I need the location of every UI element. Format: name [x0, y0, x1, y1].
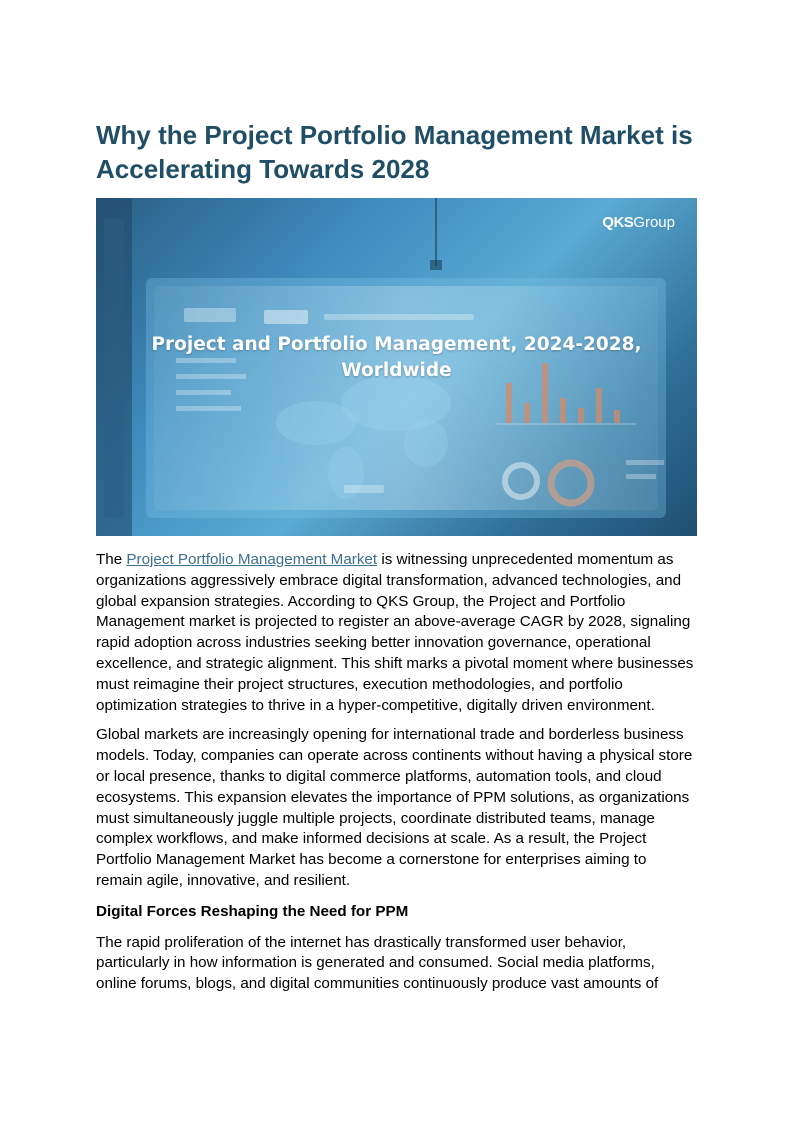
ppm-market-link[interactable]: Project Portfolio Management Market: [126, 551, 378, 568]
global-markets-paragraph: Global markets are increasingly opening for international trade and borderless business models. Today, companies can operate across continents without having a physical store or local presence, thanks to digital commerce platforms, automation tools, and cloud ecosystems. This expansion elevates the importance of PPM solutions, as organizations must simultaneously juggle multiple projects, coordinate distributed teams, manage complex workflows, and make informed decisions at scale. As a result, the Project Portfolio Management Market has become a cornerstone for enterprises aiming to remain agile, innovative, and resilient.: [96, 726, 693, 889]
digital-forces-paragraph: The rapid proliferation of the internet has drastically transformed user behavior, particularly in how information is generated and consumed. Social media platforms, online forums, blogs, and digital communities continuously produce vast amounts of: [96, 933, 659, 993]
hero-banner-image: [96, 198, 697, 536]
banner-title-line-2: Worldwide: [341, 360, 452, 381]
intro-paragraph: The Project Portfolio Management Market is witnessing unprecedented momentum as organizations aggressively embrace digital transformation, advanced technologies, and global expansion strategies. According to QKS Group, the Project and Portfolio Management market is projected to register an above-average CAGR by 2028, signaling rapid adoption across industries seeking better innovation governance, operational excellence, and strategic alignment. This shift marks a pivotal moment where businesses must reimagine their project structures, execution methodologies, and portfolio optimization strategies to thrive in a hyper-competitive, digitally driven environment.: [96, 551, 694, 714]
article: [96, 118, 697, 995]
banner-title: [96, 332, 697, 384]
section-heading: Digital Forces Reshaping the Need for PPM: [96, 902, 409, 920]
qks-group-logo: QKSGroup: [602, 214, 675, 231]
article-title: Why the Project Portfolio Management Market is Accelerating Towards 2028: [96, 120, 693, 184]
banner-title-line-1: Project and Portfolio Management, 2024-2028,: [151, 334, 642, 355]
